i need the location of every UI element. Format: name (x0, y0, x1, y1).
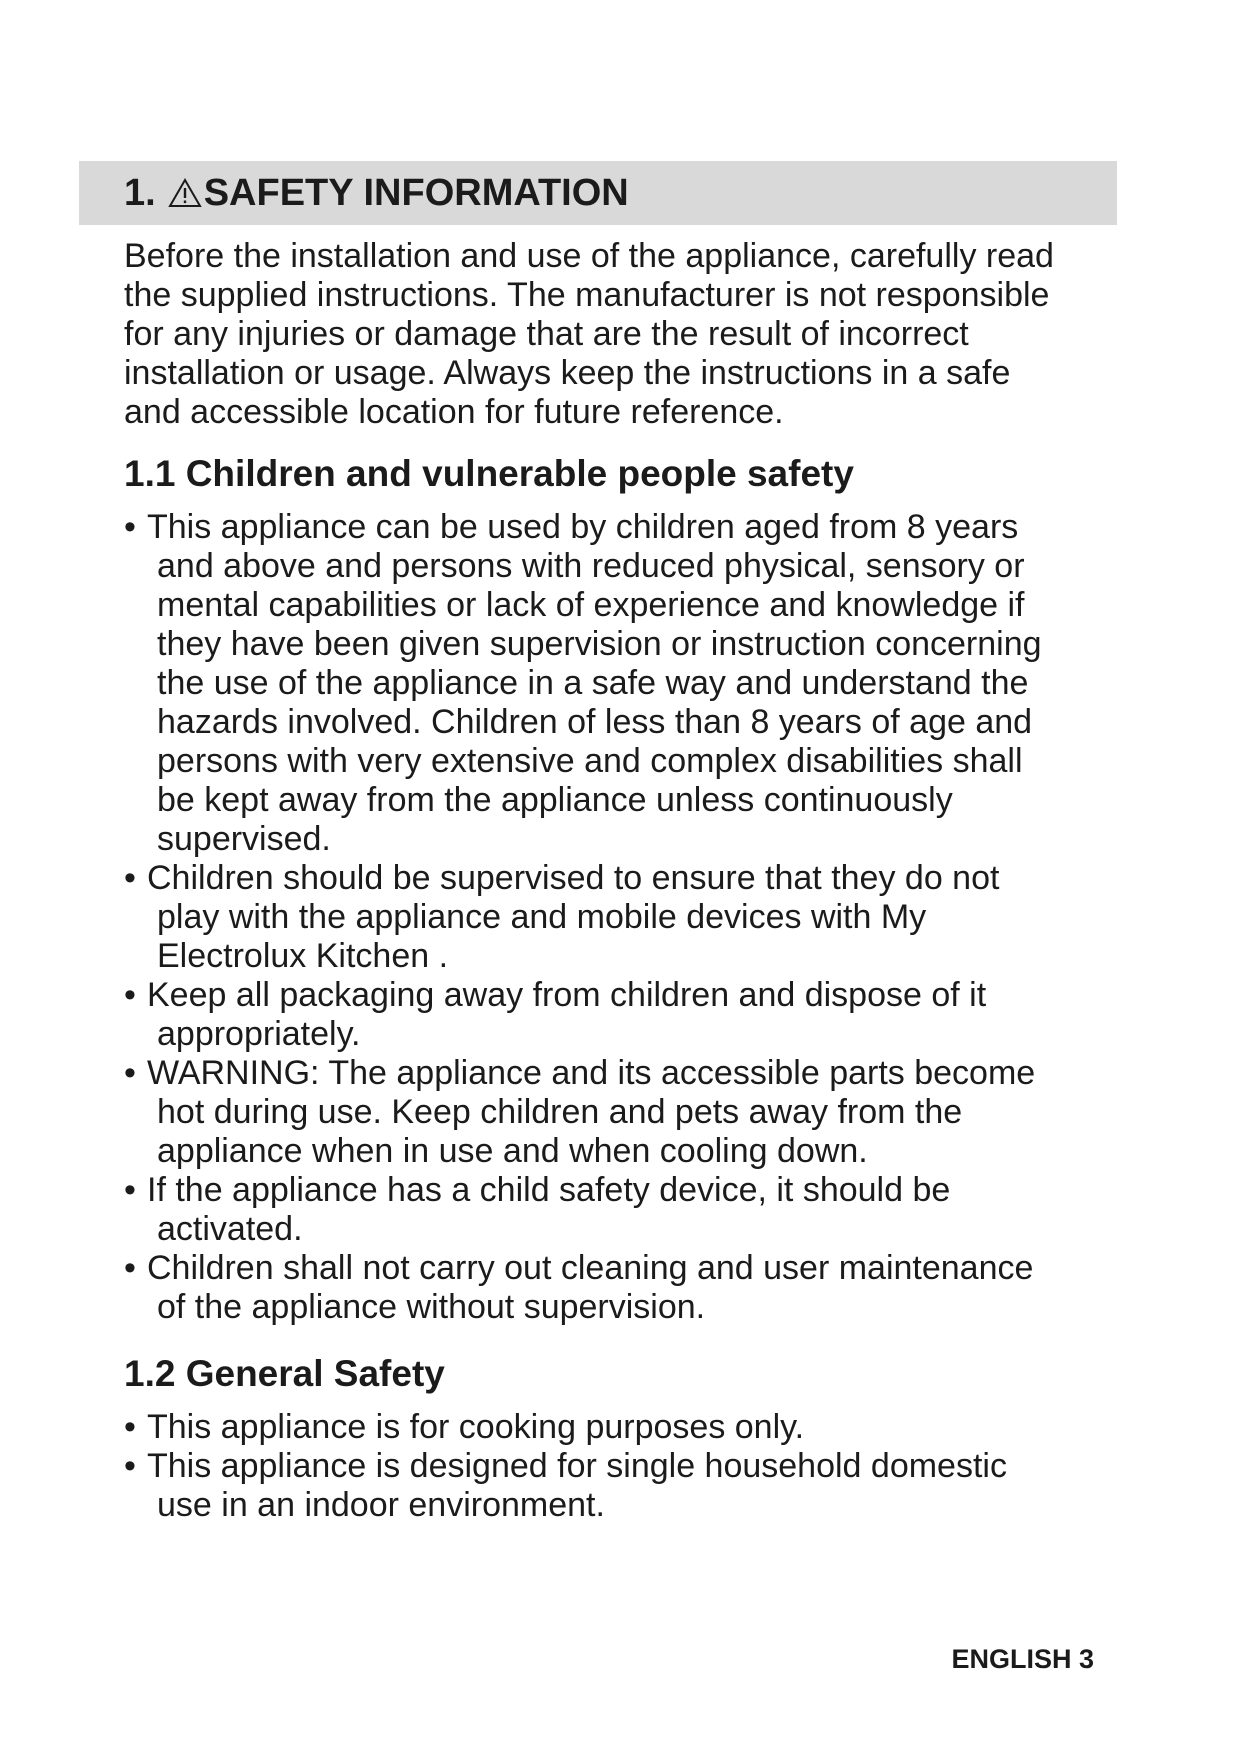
list-item-line: WARNING: The appliance and its accessible parts become (147, 1054, 1036, 1092)
intro-line: Before the installation and use of the appliance, carefully read (124, 237, 1054, 275)
bullet-mark: • (124, 1249, 136, 1287)
list-item-line: Children should be supervised to ensure that they do not (147, 859, 1000, 897)
bullet-mark: • (124, 1447, 136, 1485)
list-item (124, 1408, 1124, 1447)
list-item-line: play with the appliance and mobile devices with My (157, 898, 927, 936)
list-item-line: This appliance is for cooking purposes only. (147, 1408, 805, 1446)
list-item-line: appliance when in use and when cooling down. (157, 1132, 868, 1170)
intro-line: installation or usage. Always keep the instructions in a safe (124, 354, 1011, 392)
list-item-line: Keep all packaging away from children and dispose of it (147, 976, 987, 1014)
section-number: 1. (124, 172, 156, 214)
intro-line: the supplied instructions. The manufacturer is not responsible (124, 276, 1050, 314)
list-item (124, 1054, 1124, 1171)
bullet-mark: • (124, 508, 136, 546)
warning-triangle-icon (168, 178, 202, 208)
list-item (124, 859, 1124, 976)
list-item-line: hazards involved. Children of less than 8 years of age and (157, 703, 1033, 741)
general-safety-list (124, 1408, 1124, 1525)
list-item (124, 1249, 1124, 1327)
list-item-line: This appliance can be used by children aged from 8 years (147, 508, 1019, 546)
subsection-heading-general-safety: 1.2 General Safety (124, 1353, 445, 1394)
list-item-line: the use of the appliance in a safe way and understand the (157, 664, 1029, 702)
list-item-line: This appliance is designed for single household domestic (147, 1447, 1007, 1485)
children-safety-list (124, 508, 1124, 1327)
bullet-mark: • (124, 976, 136, 1014)
bullet-mark: • (124, 859, 136, 897)
section-title-text: SAFETY INFORMATION (203, 172, 629, 214)
subsection-heading-children-safety: 1.1 Children and vulnerable people safety (124, 453, 854, 494)
list-item-line: If the appliance has a child safety device, it should be (147, 1171, 951, 1209)
bullet-mark: • (124, 1054, 136, 1092)
list-item-line: Electrolux Kitchen . (157, 937, 449, 975)
list-item-line: persons with very extensive and complex disabilities shall (157, 742, 1023, 780)
list-item (124, 1171, 1124, 1249)
list-item (124, 508, 1124, 859)
list-item-line: use in an indoor environment. (157, 1486, 605, 1524)
list-item-line: supervised. (157, 820, 331, 858)
list-item-line: and above and persons with reduced physical, sensory or (157, 547, 1025, 585)
page-footer-label: ENGLISH 3 (951, 1644, 1094, 1674)
list-item (124, 976, 1124, 1054)
bullet-mark: • (124, 1171, 136, 1209)
list-item-line: they have been given supervision or instruction concerning (157, 625, 1042, 663)
intro-paragraph (124, 237, 1124, 432)
intro-line: for any injuries or damage that are the result of incorrect (124, 315, 969, 353)
bullet-mark: • (124, 1408, 136, 1446)
list-item-line: be kept away from the appliance unless continuously (157, 781, 953, 819)
list-item-line: Children shall not carry out cleaning and user maintenance (147, 1249, 1034, 1287)
list-item-line: of the appliance without supervision. (157, 1288, 706, 1326)
list-item-line: mental capabilities or lack of experience and knowledge if (157, 586, 1025, 624)
intro-line: and accessible location for future reference. (124, 393, 784, 431)
list-item-line: hot during use. Keep children and pets away from the (157, 1093, 963, 1131)
list-item-line: appropriately. (157, 1015, 361, 1053)
list-item (124, 1447, 1124, 1525)
list-item-line: activated. (157, 1210, 303, 1248)
section-title (124, 171, 629, 215)
